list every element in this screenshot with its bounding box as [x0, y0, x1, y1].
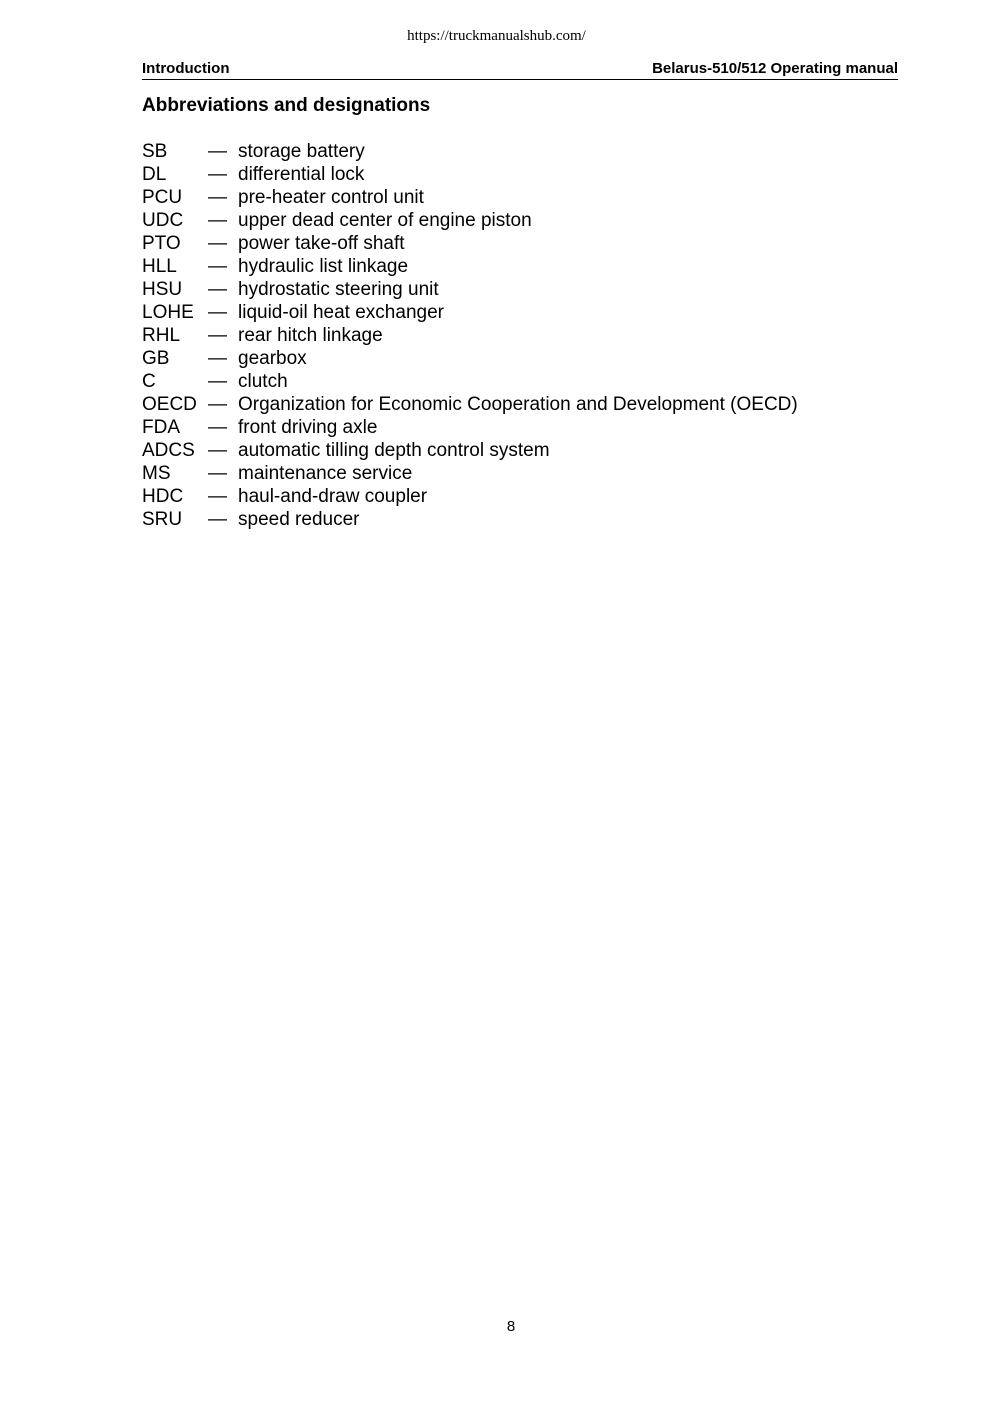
abbreviation-dash: — [208, 164, 227, 185]
abbreviation-meaning: power take-off shaft [238, 233, 405, 254]
abbreviation-row [142, 301, 882, 324]
abbreviation-dash: — [208, 394, 227, 415]
abbreviation-row [142, 416, 882, 439]
abbreviation-meaning: haul-and-draw coupler [238, 486, 428, 507]
abbreviation-dash: — [208, 440, 227, 461]
abbreviation-dash: — [208, 486, 227, 507]
abbreviation-dash: — [208, 509, 227, 530]
abbreviation-row [142, 347, 882, 370]
abbreviation-meaning: hydraulic list linkage [238, 256, 409, 277]
abbreviation-code: SRU [142, 509, 183, 530]
source-url[interactable]: https://truckmanualshub.com/ [407, 28, 586, 44]
abbreviation-code: HSU [142, 279, 183, 300]
abbreviation-code: UDC [142, 210, 184, 231]
abbreviation-meaning: speed reducer [238, 509, 360, 530]
abbreviation-code: GB [142, 348, 170, 369]
abbreviation-dash: — [208, 302, 227, 323]
abbreviation-code: OECD [142, 394, 197, 415]
abbreviation-row [142, 370, 882, 393]
abbreviation-dash: — [208, 417, 227, 438]
abbreviation-meaning: differential lock [238, 164, 365, 185]
abbreviation-code: FDA [142, 417, 180, 438]
abbreviation-row [142, 140, 882, 163]
abbreviation-row [142, 186, 882, 209]
abbreviation-meaning: liquid-oil heat exchanger [238, 302, 444, 323]
abbreviation-row [142, 232, 882, 255]
abbreviation-dash: — [208, 141, 227, 162]
page-number: 8 [506, 1318, 516, 1335]
abbreviation-row [142, 439, 882, 462]
abbreviation-dash: — [208, 279, 227, 300]
abbreviation-code: ADCS [142, 440, 195, 461]
abbreviation-dash: — [208, 210, 227, 231]
abbreviation-code: PTO [142, 233, 181, 254]
abbreviation-row [142, 393, 882, 416]
abbreviation-row [142, 255, 882, 278]
abbreviation-meaning: rear hitch linkage [238, 325, 383, 346]
abbreviation-row [142, 485, 882, 508]
abbreviation-code: C [142, 371, 156, 392]
abbreviation-meaning: pre-heater control unit [238, 187, 424, 208]
header-chapter: Introduction [142, 60, 230, 77]
abbreviation-code: LOHE [142, 302, 194, 323]
running-header [142, 60, 898, 80]
abbreviation-meaning: gearbox [238, 348, 307, 369]
section-title: Abbreviations and designations [142, 95, 431, 116]
abbreviation-meaning: maintenance service [238, 463, 413, 484]
abbreviation-meaning: front driving axle [238, 417, 378, 438]
abbreviation-code: HLL [142, 256, 177, 277]
abbreviation-row [142, 278, 882, 301]
abbreviation-row [142, 209, 882, 232]
abbreviation-row [142, 462, 882, 485]
abbreviation-dash: — [208, 187, 227, 208]
abbreviation-row [142, 508, 882, 531]
abbreviation-meaning: automatic tilling depth control system [238, 440, 550, 461]
abbreviation-dash: — [208, 348, 227, 369]
abbreviation-dash: — [208, 233, 227, 254]
abbreviation-meaning: clutch [238, 371, 288, 392]
abbreviation-row [142, 324, 882, 347]
abbreviation-dash: — [208, 371, 227, 392]
abbreviation-code: HDC [142, 486, 184, 507]
abbreviation-dash: — [208, 463, 227, 484]
abbreviation-code: PCU [142, 187, 183, 208]
abbreviation-meaning: upper dead center of engine piston [238, 210, 532, 231]
abbreviation-dash: — [208, 256, 227, 277]
abbreviation-code: MS [142, 463, 171, 484]
abbreviation-row [142, 163, 882, 186]
abbreviation-meaning: storage battery [238, 141, 365, 162]
header-document-title: Belarus-510/512 Operating manual [652, 60, 898, 77]
abbreviation-meaning: Organization for Economic Cooperation and Development (OECD) [238, 394, 798, 415]
abbreviation-dash: — [208, 325, 227, 346]
abbreviation-meaning: hydrostatic steering unit [238, 279, 439, 300]
abbreviation-code: DL [142, 164, 167, 185]
abbreviation-code: RHL [142, 325, 181, 346]
abbreviation-list [142, 140, 882, 531]
abbreviation-code: SB [142, 141, 168, 162]
